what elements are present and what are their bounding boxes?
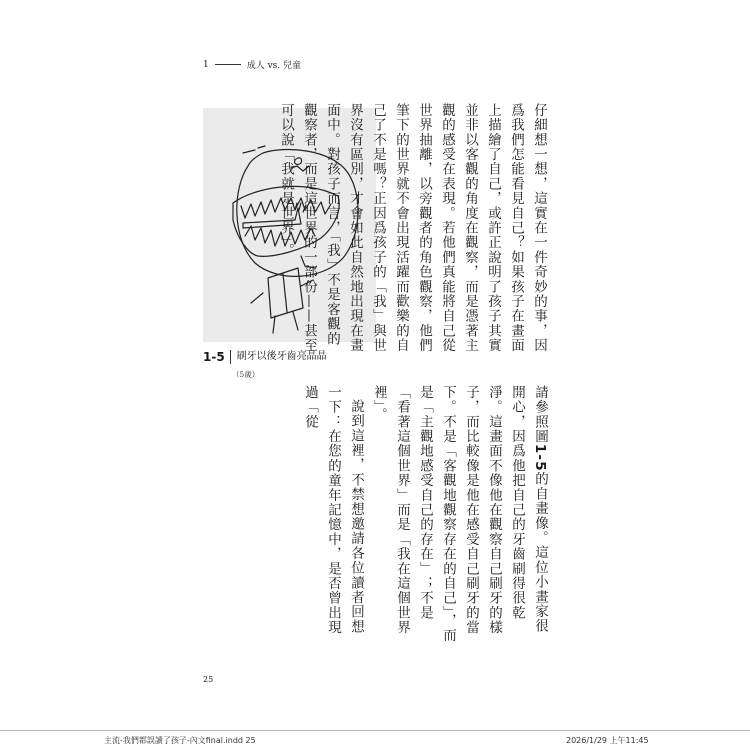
slug-timestamp: 2026/1/29 上午11:45 <box>566 736 649 745</box>
slug-filename: 主流-我們都誤讀了孩子-內文final.indd 25 <box>104 736 256 745</box>
running-header <box>203 58 301 71</box>
body-text-bottom <box>302 385 551 647</box>
header-rule <box>215 64 241 65</box>
paragraph-figure-reference <box>367 385 551 647</box>
figure-reference: 1-5 <box>532 443 548 472</box>
slug-rule <box>0 730 750 731</box>
paragraph-body: 的自畫像。這位小畫家很開心，因爲他把自己的牙齒刷得很乾淨。這畫面不像他在觀察自己刷牙的樣子，而比較像是他在感受自己刷牙的當下。不是「客觀地觀察存在的自己」，而是「主觀地感受自己的存在」；不是「看著這個世界」而是「我在這個世界裡」。 <box>371 385 548 643</box>
body-text-top <box>278 103 550 358</box>
figure-number: 1-5 <box>203 350 231 364</box>
paragraph-reader-invitation: 說到這裡，不禁想邀請各位讀者回想一下：在您的童年記憶中，是否曾出現過「從 <box>302 385 364 635</box>
chapter-title: 成人 vs. 兒童 <box>246 61 302 71</box>
paragraph: 仔細想一想，這實在一件奇妙的事，因爲我們怎能看見自己？如果孩子在畫面上描繪了自己，或許正說明了孩子其實並非以客觀的角度在觀察，而是憑著主觀的感受在表現。若他們真能將自己從世界抽離，以旁觀者的角色觀察，他們筆下的世界就不會出現活躍而歡樂的自己了不是嗎？正因爲孩子的「我」與世界沒有區別，才會如此自然地出現在畫面中。對孩子而言，「我」不是客觀的觀察者，而是這世界的一部份——甚至可以說「我就是世界」。 <box>278 103 547 353</box>
page-number: 25 <box>203 675 214 684</box>
chapter-number: 1 <box>203 59 209 70</box>
figure-age: （5歲） <box>232 370 260 379</box>
figure-title: 刷牙以後牙齒亮晶晶 <box>236 351 327 362</box>
paragraph-lead: 請參照圖 <box>532 385 548 444</box>
